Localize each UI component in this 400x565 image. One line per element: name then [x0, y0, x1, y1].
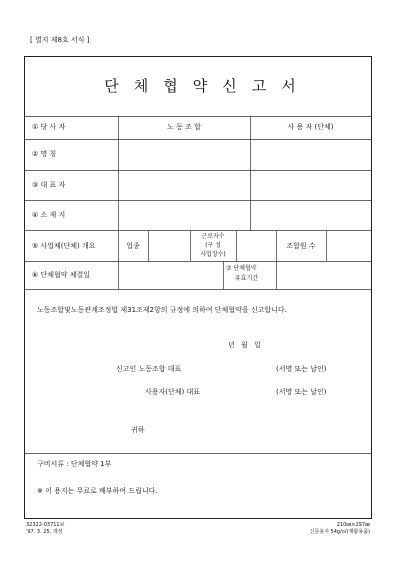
union-members-field[interactable] — [327, 232, 371, 261]
union-members-label: 조합원 수 — [286, 242, 316, 250]
union-representative-signature-label: 신고인 노동조합 대표 — [116, 365, 182, 373]
party-label: ① 당 사 자 — [32, 123, 66, 131]
page-title: 단체협약신고서 — [104, 77, 311, 95]
form-code: 32322-03711보 — [26, 522, 65, 528]
union-signature-placeholder[interactable]: (서명 또는 날인) — [276, 365, 327, 373]
agreement-date-label: ⑥ 단체협약 체결일 — [32, 271, 91, 279]
required-documents: 구비서류 : 단체협약 1부 — [37, 460, 112, 468]
validity-label-line1: ⑦ 단체협약 — [226, 265, 257, 272]
workers-label-line1: 근로자수 — [201, 233, 225, 240]
union-column-header: 노 동 조 합 — [167, 123, 201, 131]
employer-name-field[interactable] — [251, 141, 371, 170]
address-label: ④ 소 재 지 — [32, 211, 66, 219]
declaration-statement: 노동조합및노동관계조정법 제31조제2항의 규정에 의하여 단체협약을 신고합니다. — [37, 306, 287, 314]
employer-address-field[interactable] — [251, 201, 371, 230]
business-overview-label: ⑤ 사업체(단체) 개요 — [32, 242, 96, 250]
paper-type: 신문용지 54g/㎡(재활용품) — [309, 529, 370, 535]
form-number-label: [ 별지 제8호 서식 ] — [30, 36, 90, 44]
validity-period-field[interactable] — [277, 262, 371, 289]
validity-label-line2: 유효기간 — [235, 275, 259, 282]
employer-signature-placeholder[interactable]: (서명 또는 날인) — [276, 388, 327, 396]
union-name-field[interactable] — [119, 141, 250, 170]
paper-size: 210㎜×297㎜ — [336, 522, 370, 528]
free-distribution-notice: ※ 이 용지는 무료로 배부하여 드립니다. — [37, 487, 158, 495]
union-address-field[interactable] — [119, 201, 250, 230]
industry-field[interactable] — [149, 232, 190, 261]
date-line: 년 월 일 — [228, 341, 261, 349]
industry-label: 업종 — [126, 242, 140, 250]
workers-count-field[interactable] — [237, 232, 276, 261]
workers-label-line3: 사업장수) — [200, 251, 226, 258]
employer-representative-field[interactable] — [251, 171, 371, 200]
employer-representative-signature-label: 사용자(단체) 대표 — [145, 388, 201, 396]
agreement-date-field[interactable] — [119, 262, 223, 289]
workers-label-line2: (구 성 — [205, 242, 221, 249]
addressee-label: 귀하 — [131, 426, 145, 434]
union-representative-field[interactable] — [119, 171, 250, 200]
name-label: ② 명 칭 — [32, 150, 57, 158]
representative-label: ③ 대 표 자 — [32, 181, 66, 189]
employer-column-header: 사 용 자 (단체) — [287, 123, 334, 131]
revision-date: '97. 3. 25. 개정 — [26, 529, 63, 535]
